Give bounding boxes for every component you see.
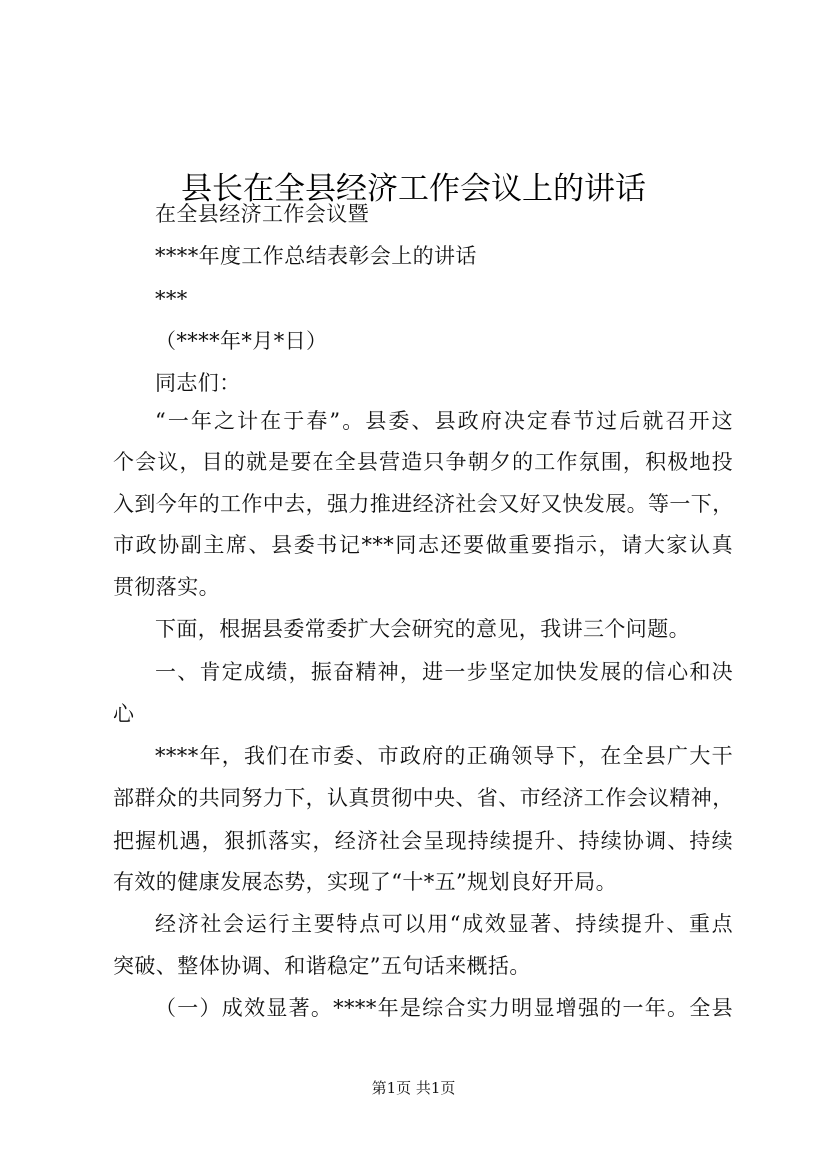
section-heading-line: 一、肯定成绩，振奋精神，进一步坚定加快发展的信心和决 bbox=[155, 660, 733, 684]
paragraph-line: 经济社会运行主要特点可以用“成效显著、持续提升、重点 bbox=[155, 912, 733, 936]
paragraph-line: 市政协副主席、县委书记***同志还要做重要指示，请大家认真 bbox=[113, 533, 733, 557]
subtitle-line-1: 在全县经济工作会议暨 bbox=[155, 202, 369, 226]
document-title: 县长在全县经济工作会议上的讲话 bbox=[181, 170, 646, 207]
paragraph-line: 入到今年的工作中去，强力推进经济社会又好又快发展。等一下， bbox=[113, 492, 734, 516]
paragraph-line: 下面，根据县委常委扩大会研究的意见，我讲三个问题。 bbox=[155, 617, 690, 641]
paragraph-line: ****年，我们在市委、市政府的正确领导下，在全县广大干 bbox=[155, 744, 733, 768]
paragraph-line: 突破、整体协调、和谐稳定”五句话来概括。 bbox=[113, 954, 531, 978]
paragraph-line: 部群众的共同努力下，认真贯彻中央、省、市经济工作会议精神， bbox=[113, 786, 734, 810]
paragraph-line: （一）成效显著。****年是综合实力明显增强的一年。全县 bbox=[155, 996, 733, 1020]
page-footer: 第1页 共1页 bbox=[371, 1079, 456, 1097]
paragraph-line: 贯彻落实。 bbox=[113, 575, 220, 599]
subtitle-line-2: ****年度工作总结表彰会上的讲话 bbox=[155, 244, 477, 268]
paragraph-line: “一年之计在于春”。县委、县政府决定春节过后就召开这 bbox=[155, 409, 733, 433]
paragraph-line: 个会议，目的就是要在全县营造只争朝夕的工作氛围，积极地投 bbox=[113, 450, 733, 474]
speaker-line: *** bbox=[155, 287, 188, 311]
salutation-line: 同志们： bbox=[155, 371, 241, 395]
date-line: （****年*月*日） bbox=[155, 329, 328, 353]
paragraph-line: 有效的健康发展态势，实现了“十*五”规划良好开局。 bbox=[113, 870, 617, 894]
paragraph-line: 把握机遇，狠抓落实，经济社会呈现持续提升、持续协调、持续 bbox=[113, 829, 733, 853]
section-heading-line: 心 bbox=[113, 702, 135, 726]
